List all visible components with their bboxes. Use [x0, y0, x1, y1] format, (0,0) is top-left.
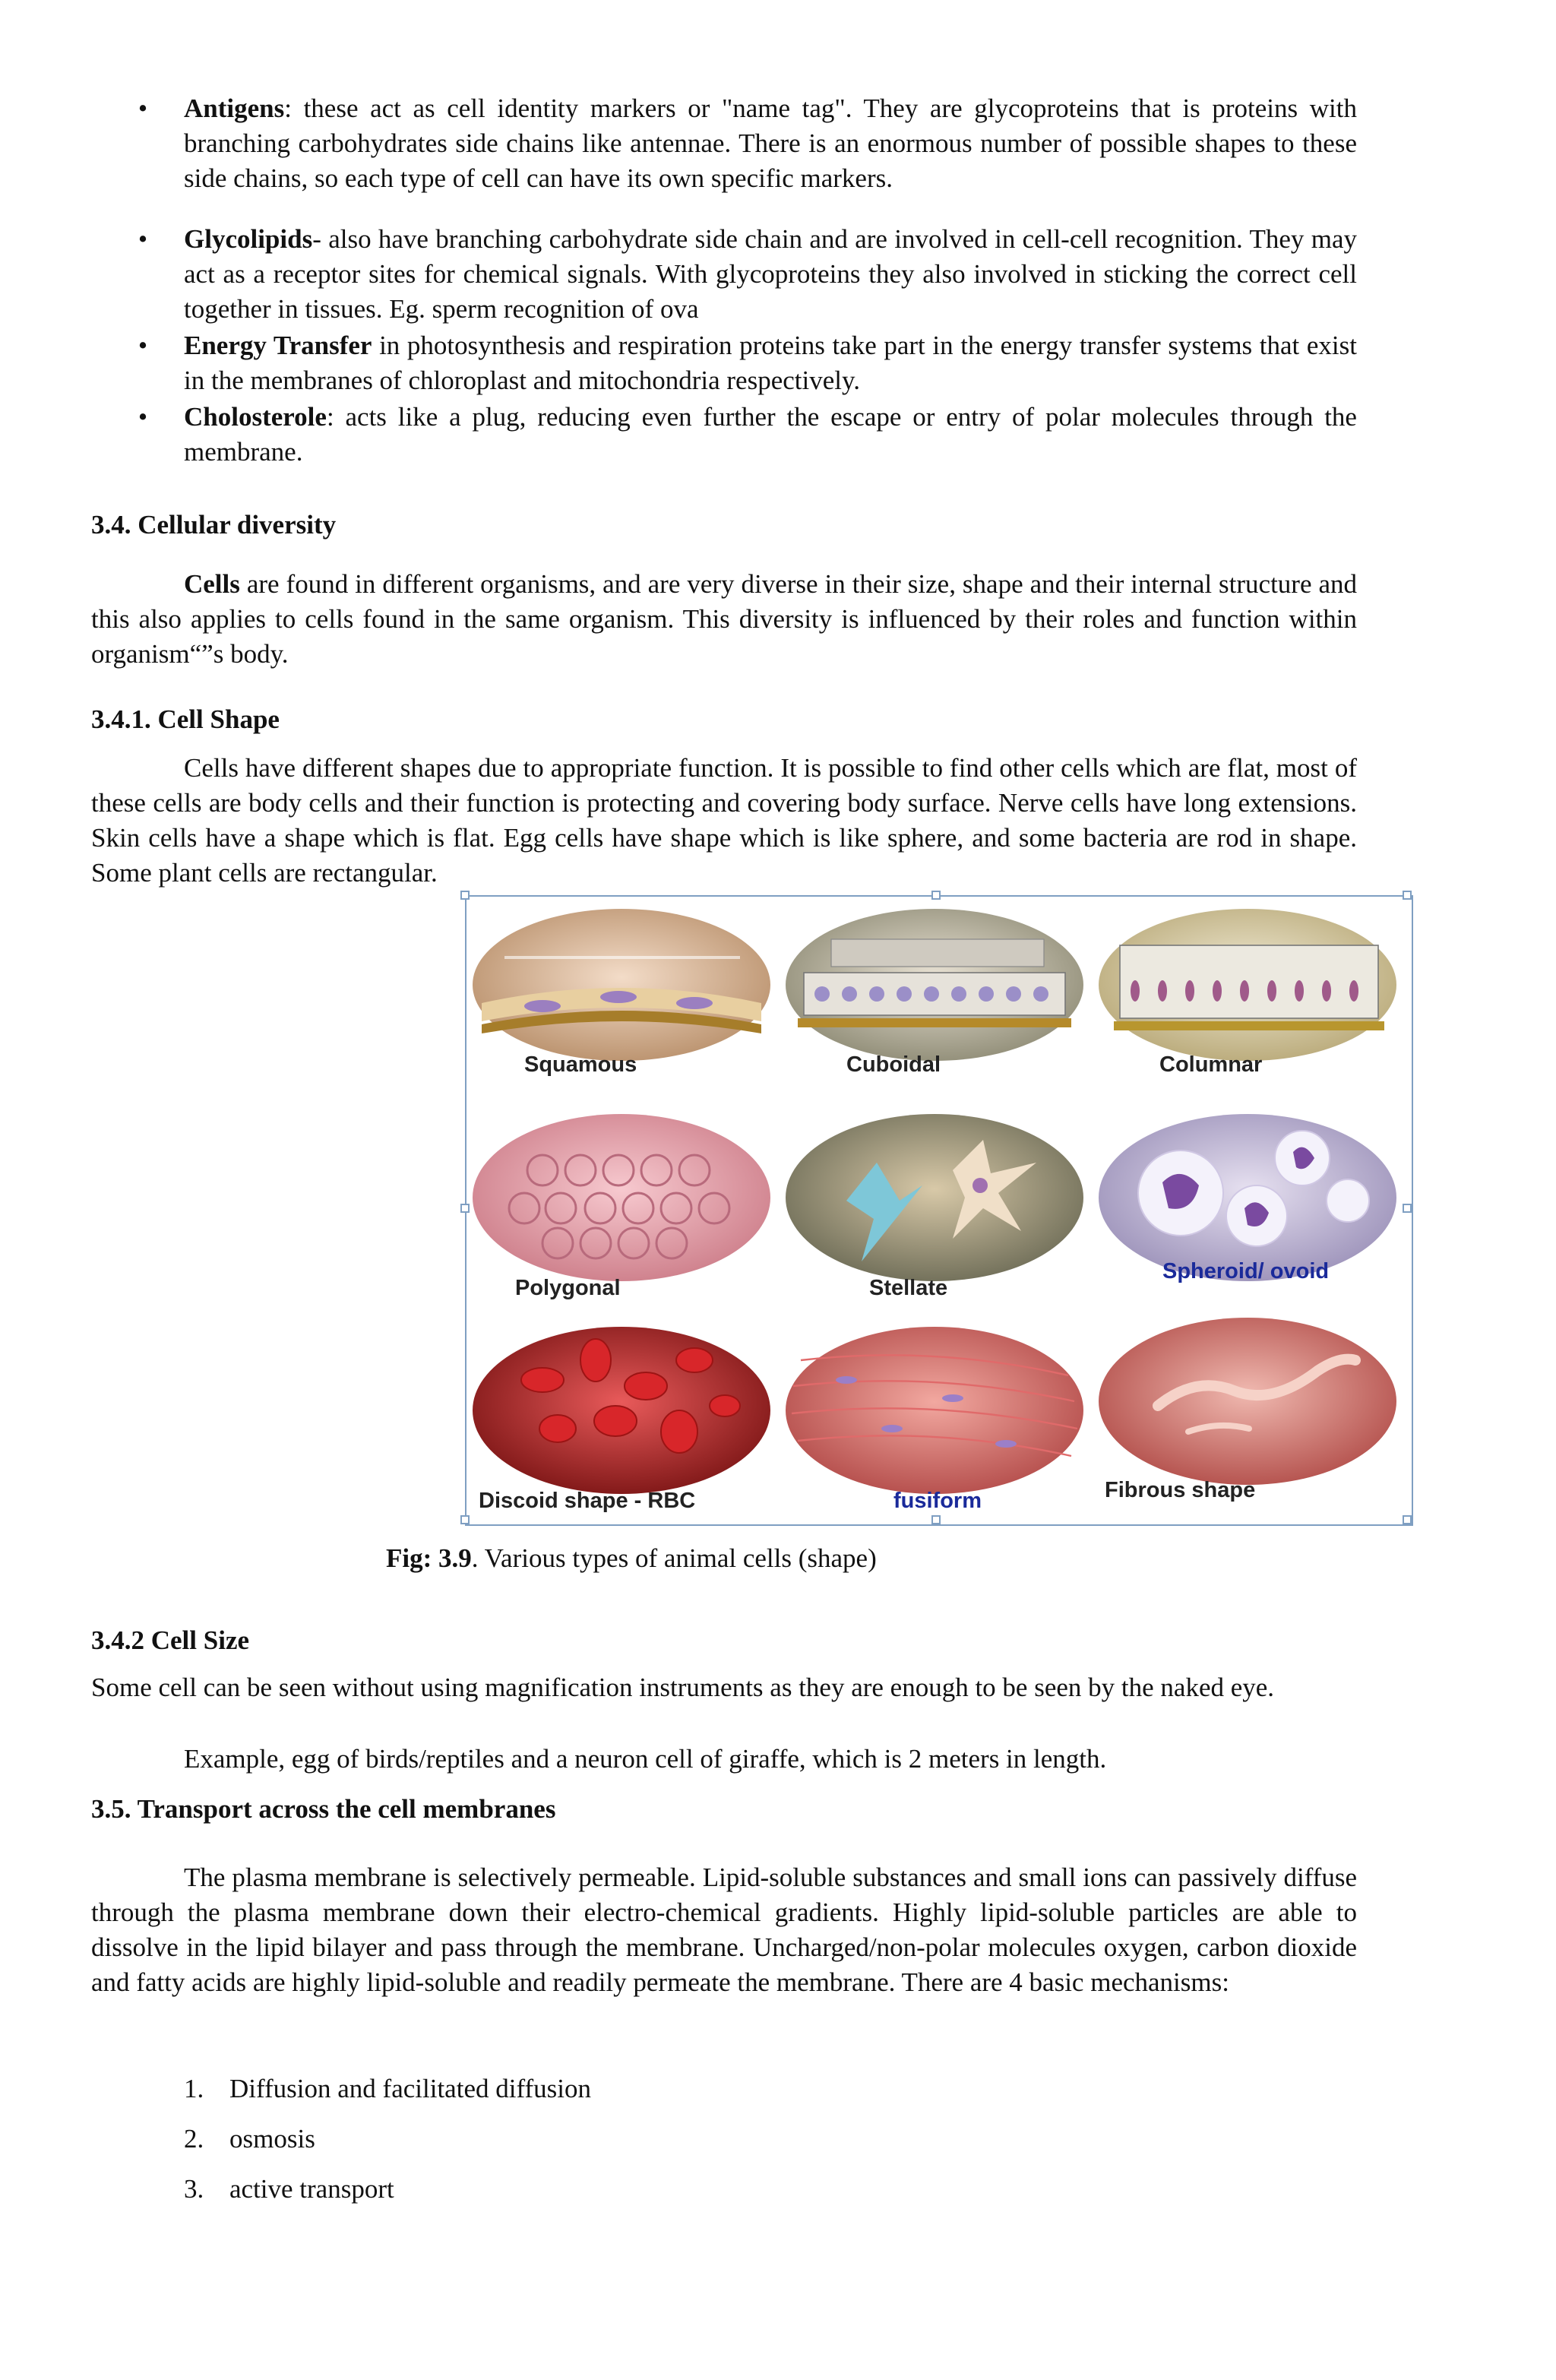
list-item-number: 3. [184, 2173, 204, 2204]
figure-resize-handle[interactable] [931, 1515, 941, 1524]
cuboidal-cells-image [786, 909, 1083, 1061]
label-fibrous-shape: Fibrous shape [1105, 1478, 1256, 1502]
fibrous-cells-image [1099, 1318, 1396, 1485]
paragraph-cellular-diversity [91, 567, 1357, 672]
bullet-marker: • [138, 93, 148, 123]
paragraph-cell-size: Some cell can be seen without using magnification instruments as they are enough to be seen by the naked eye. [91, 1672, 1275, 1702]
list-item-text: osmosis [229, 2123, 315, 2154]
section-heading-3-4: 3.4. Cellular diversity [91, 509, 337, 540]
label-spheroid-ovoid: Spheroid/ ovoid [1162, 1259, 1330, 1283]
figure-resize-handle[interactable] [1403, 891, 1412, 900]
label-columnar: Columnar [1159, 1052, 1263, 1077]
bullet-text: : acts like a plug, reducing even further the escape or entry of polar molecules through the membrane. [184, 401, 1357, 467]
list-item-text: active transport [229, 2173, 394, 2204]
figure-caption-text: . Various types of animal cells (shape) [471, 1543, 877, 1573]
bullet-term: Antigens [184, 93, 285, 123]
discoid-rbc-image [473, 1327, 770, 1494]
paragraph-cell-shape: Cells have different shapes due to appropriate function. It is possible to find other cells which are flat, most of these cells are body cells and their function is protecting and covering body surface. Nerve cells have long extensions. Skin cells have a shape which is flat. Egg cells have shape which is like sphere, and some bacteria are rod in shape. Some plant cells are rectangular. [91, 752, 1357, 888]
figure-resize-handle[interactable] [1403, 1204, 1412, 1213]
bullet-marker: • [138, 401, 148, 432]
bullet-text: in photosynthesis and respiration proteins take part in the energy transfer systems that exist in the membranes of chloroplast and mitochondria respectively. [184, 330, 1357, 395]
list-item-number: 2. [184, 2123, 204, 2154]
label-squamous: Squamous [524, 1052, 637, 1077]
bullet-glycolipids [184, 222, 1357, 327]
label-cuboidal: Cuboidal [846, 1052, 941, 1077]
stellate-cells-image [786, 1114, 1083, 1281]
figure-resize-handle[interactable] [460, 891, 470, 900]
bullet-marker: • [138, 330, 148, 360]
list-item-number: 1. [184, 2073, 204, 2103]
figure-resize-handle[interactable] [931, 891, 941, 900]
figure-resize-handle[interactable] [460, 1515, 470, 1524]
polygonal-cells-image [473, 1114, 770, 1281]
columnar-cells-image [1099, 909, 1396, 1061]
paragraph-lead-word: Cells [184, 568, 240, 599]
bullet-term: Cholosterole [184, 401, 327, 432]
fusiform-cells-image [786, 1327, 1083, 1494]
figure-resize-handle[interactable] [1403, 1515, 1412, 1524]
label-discoid-rbc: Discoid shape - RBC [479, 1489, 696, 1513]
section-heading-3-4-2: 3.4.2 Cell Size [91, 1625, 250, 1655]
label-stellate: Stellate [869, 1276, 948, 1300]
bullet-text: : these act as cell identity markers or "name tag". They are glycoproteins that is proteins with branching carbohydrates side chains like antennae. There is an enormous number of possible shapes to these side chains, so each type of cell can have its own specific markers. [184, 93, 1357, 193]
bullet-antigens [184, 91, 1357, 196]
label-polygonal: Polygonal [515, 1276, 621, 1300]
label-fusiform: fusiform [893, 1489, 982, 1513]
bullet-cholosterole [184, 400, 1357, 470]
section-heading-3-4-1: 3.4.1. Cell Shape [91, 704, 280, 734]
bullet-energy-transfer [184, 328, 1357, 398]
bullet-text: - also have branching carbohydrate side chain and are involved in cell-cell recognition. They may act as a receptor sites for chemical signals. With glycoproteins they also involved in sticking the correct cell together in tissues. Eg. sperm recognition of ova [184, 223, 1357, 324]
paragraph-text: are found in different organisms, and are very diverse in their size, shape and their internal structure and this also applies to cells found in the same organism. This diversity is influenced by their roles and function within organism“”s body. [91, 568, 1357, 669]
squamous-cells-image [473, 909, 770, 1061]
figure-caption [386, 1541, 877, 1576]
paragraph-cell-size-example: Example, egg of birds/reptiles and a neuron cell of giraffe, which is 2 meters in length. [184, 1743, 1107, 1774]
figure-caption-label: Fig: 3.9 [386, 1543, 472, 1573]
section-heading-3-5: 3.5. Transport across the cell membranes [91, 1793, 556, 1824]
bullet-term: Glycolipids [184, 223, 313, 254]
spheroid-cells-image [1099, 1114, 1396, 1281]
bullet-term: Energy Transfer [184, 330, 372, 360]
bullet-marker: • [138, 223, 148, 254]
cell-shapes-figure [465, 895, 1413, 1526]
list-item-text: Diffusion and facilitated diffusion [229, 2073, 591, 2103]
paragraph-transport: The plasma membrane is selectively permeable. Lipid-soluble substances and small ions can passively diffuse through the plasma membrane down their electro-chemical gradients. Highly lipid-soluble particles are able to dissolve in the lipid bilayer and pass through the membrane. Uncharged/non-polar molecules oxygen, carbon dioxide and fatty acids are highly lipid-soluble and readily permeate the membrane. There are 4 basic mechanisms: [91, 1862, 1357, 1997]
figure-resize-handle[interactable] [460, 1204, 470, 1213]
cell-shapes-illustration [466, 897, 1412, 1524]
